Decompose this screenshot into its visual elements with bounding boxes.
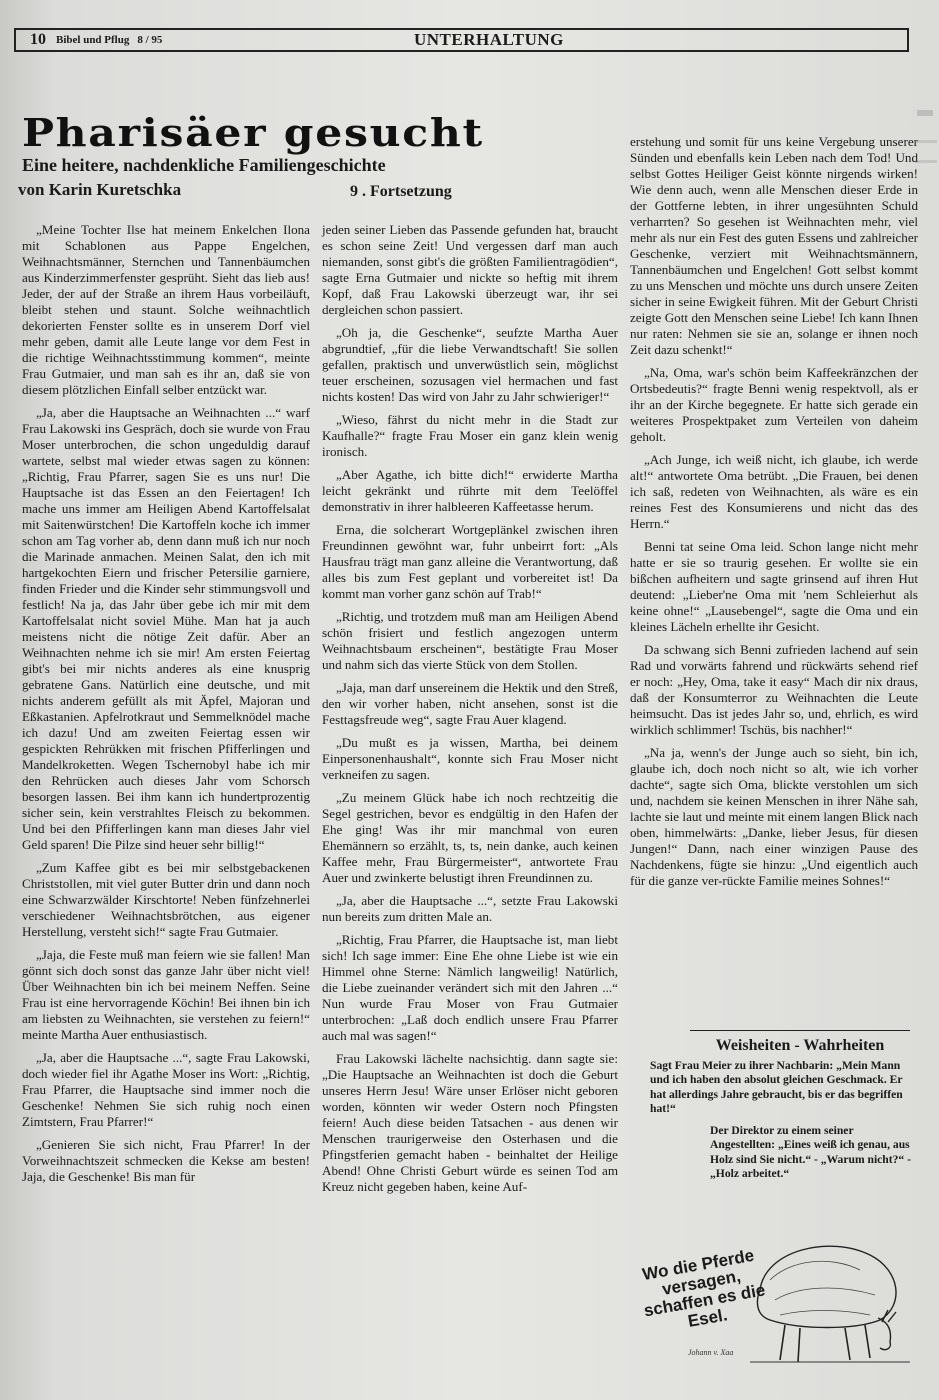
paragraph: erstehung und somit für uns keine Vergebung unserer Sünden und ebenfalls kein Leben nach dem Tod! Und selbst Gottes Heiliger Geist könnte nirgends wirken! Wie denn auch, wenn alle Menschen dieser Erde in der Gottferne lebten, in ihrer ungesühnten Schuld verharrten? So gesehen ist Weihnachten mehr, viel mehr als nur ein Fest des guten Essens und zahlreicher Geschenke, verziert mit Weihnachtsmännern, Tannenbäumchen und Engelchen! Gott selbst kommt zu uns Menschen und möchte uns durch unsere Zeiten sicher in seine Ewigkeit führen. Mit der Geburt Christi zeigte Gott den Menschen seine Liebe! Ich kann Ihnen nur raten: Nehmen sie sie an, solange er ihnen noch Zeit dazu schenkt!“ — [630, 134, 918, 357]
page-bleed-through — [911, 100, 939, 1300]
paragraph: „Richtig, und trotzdem muß man am Heiligen Abend schön frisiert und festlich angezogen unterm Weihnachtsbaum erscheinen“, bestätigte Frau Moser und nahm sich das vierte Stück von dem Stollen. — [322, 609, 618, 672]
article-author: von Karin Kuretschka — [18, 180, 182, 199]
paragraph: „Wieso, fährst du nicht mehr in die Stadt zur Kaufhalle?“ fragte Frau Moser ein ganz klein wenig ironisch. — [322, 412, 618, 459]
text-column-2 — [322, 222, 618, 1202]
article-title: Pharisäer gesucht — [22, 110, 484, 155]
text-column-3 — [630, 134, 918, 896]
paragraph: „Oh ja, die Geschenke“, seufzte Martha Auer abgrundtief, „für die liebe Verwandtschaft! Sie sollen gefallen, praktisch und unverwüstlich sein, möglichst teuer erscheinen, sozusagen viel hermachen und fast nichts kosten! Das wird von Jahr zu Jahr schwieriger!“ — [322, 325, 618, 404]
paragraph: „Ja, aber die Hauptsache ...“, setzte Frau Lakowski nun bereits zum dritten Male an. — [322, 893, 618, 924]
donkey-cartoon — [630, 1230, 920, 1370]
page-number: 10 — [30, 31, 46, 48]
paragraph: jeden seiner Lieben das Passende gefunden hat, braucht es schon seine Zeit! Und vergessen darf man auch niemanden, sonst gibt's die größten Familientragödien“, sagte Erna Gutmaier und nickte so heftig mit ihrem Kopf, daß Frau Lakowski überzeugt war, ihr sei dergleichen schon passiert. — [322, 222, 618, 317]
continuation-label: 9 . Fortsetzung — [350, 183, 452, 200]
paragraph: „Genieren Sie sich nicht, Frau Pfarrer! In der Vorweihnachtszeit schmecken die Kekse am besten! Jaja, die Geschenke! Bis man für — [22, 1137, 310, 1184]
cartoon-signature: Johann v. Xaa — [688, 1348, 734, 1357]
page-header — [14, 28, 909, 52]
article-subtitle: Eine heitere, nachdenkliche Familiengeschichte — [22, 155, 386, 175]
paragraph: „Ach Junge, ich weiß nicht, ich glaube, ich werde alt!“ antwortete Oma betrübt. „Die Frauen, bei denen ich saß, redeten von Weihnachten, als wäre es ein reines Fest des Konsumierens und nicht das des Herrn.“ — [630, 452, 918, 531]
text-column-1 — [22, 222, 310, 1192]
publication-name: Bibel und Pflug — [56, 34, 130, 46]
issue-number: 8 / 95 — [137, 34, 163, 46]
weisheiten-title: Weisheiten - Wahrheiten — [690, 1030, 910, 1055]
cartoon-caption: Wo die Pferde versagen, schaffen es die Esel. — [640, 1245, 767, 1331]
paragraph: „Zu meinem Glück habe ich noch rechtzeitig die Segel gestrichen, bevor es endgültig in den Hafen der Ehe ging! Was ihr mir manchmal von euren Ehemännern so erzählt, ts, ts, nein danke, auch keinen Kaffee mehr, Frau Bürgermeister“, antwortete Frau Auer und zwinkerte belustigt ihren Freundinnen zu. — [322, 790, 618, 885]
paragraph: „Na ja, wenn's der Junge auch so sieht, bin ich, glaube ich, doch noch nicht so alt, wie ich vorher dachte“, sagte sich Oma, blickte verstohlen um sich und, nachdem sie keinen Menschen in ihrer Nähe sah, lachte sie laut und meinte mit einem langen Blick nach oben, himmelwärts: „Danke, lieber Jesus, für diesen Jungen!“ Dann, nach einer winzigen Pause des Nachdenkens, fügte sie hinzu: „Und eigentlich auch für die ganze ver-rückte Familie meines Sohnes!“ — [630, 745, 918, 888]
paragraph: „Meine Tochter Ilse hat meinem Enkelchen Ilona mit Schablonen aus Pappe Engelchen, Weihnachtsmänner, Sternchen und Tannenbäumchen aus Kinderzimmerfenster gesprüht. Sieht das lieb aus! Jeder, der auf der Straße an ihrem Haus vorbeiläuft, bleibt stehen und staunt. Solche weihnachtlich dekorierten Fenster sollte es in unserem Dorf viel mehr geben, damit alle Leute lange vor dem Fest in die richtige Weihnachtsstimmung kommen“, meinte Frau Gutmaier, und man sah es ihr an, daß sie von diesem plötzlichen Einfall selber entzückt war. — [22, 222, 310, 397]
paragraph: „Ja, aber die Hauptsache ...“, sagte Frau Lakowski, doch wieder fiel ihr Agathe Moser ins Wort: „Richtig, Frau Pfarrer, die Hauptsache sind immer noch die Geschenke! Nehmen Sie sich ruhig noch einen Zimtstern, Frau Pfarrer!“ — [22, 1050, 310, 1129]
paragraph: „Jaja, man darf unsereinem die Hektik und den Streß, den wir vorher haben, nicht ansehen, sonst ist die Festtagsfreude weg“, sagte Frau Auer klagend. — [322, 680, 618, 727]
joke-2: Der Direktor zu einem seiner Angestellten: „Eines weiß ich genau, aus Holz sind Sie nicht.“ - „Warum nicht?“ - „Holz arbeitet.“ — [710, 1124, 911, 1181]
paragraph: „Ja, aber die Hauptsache an Weihnachten ...“ warf Frau Lakowski ins Gespräch, doch sie wurde von Frau Moser unterbrochen, die schon ungeduldig darauf wartete, selbst mal wieder etwas sagen zu können: „Richtig, Frau Pfarrer, sagen Sie es uns nur! Die Hauptsache ist das Essen an den Feiertagen! Ich mache uns immer am Heiligen Abend Kartoffelsalat mit Saitenwürstchen! Die Kartoffeln koche ich immer schon am Tag vorher ab, denn dann muß ich nur noch die Marinade anmachen. Meinen Salat, den ich mit hartgekochten Eiern und frischer Petersilie garniere, finden Frieder und die Kinder sehr stimmungsvoll und festlich! Na ja, das Jahr über gebe ich mir mit dem Kartoffelsalat nicht soviel Mühe. Man hat ja auch meistens nicht die nötige Zeit dafür. Aber an Weihnachten nehme ich sie mir! Am ersten Feiertag gibt's bei mir nichts anderes als eine knusprig gebratene Gans. Natürlich eine deutsche, und mit nichts anderem gefüllt als mit Äpfel, Majoran und Eßkastanien. Apfelrotkraut und Semmelknödel mache ich dazu! Und am zweiten Feiertag essen wir gespickten Rehrükken mit frischen Pfifferlingen und Mandelkroketten. Wegen Tschernobyl habe ich mir den Rehrücken auch dieses Jahr vom Schorsch besorgen lassen. Bei ihm kann ich hundertprozentig sicher sein, kein verstrahltes Fleisch zu bekommen. Und bei den Pfifferlingen kann man dieses Jahr viel Geld sparen! Die Pilze sind heuer sehr billig!“ — [22, 405, 310, 852]
paragraph: „Zum Kaffee gibt es bei mir selbstgebackenen Christstollen, mit viel guter Butter drin und dann noch eine Schwarzwälder Kirschtorte! Neben fünfzehnerlei verschiedener Weihnachtsbrötchen, aus eigener Herstellung, versteht sich!“ sagte Frau Gutmaier. — [22, 860, 310, 939]
paragraph: Benni tat seine Oma leid. Schon lange nicht mehr hatte er sie so traurig gesehen. Er wollte sie ein bißchen aufheitern und sagte grinsend auf ihren Hut deutend: „Lieber'ne Oma mit 'nem Schleierhut als keine ohne!“ „Lausebengel“, sagte die Oma und ein kleines Lächeln erhellte ihr Gesicht. — [630, 539, 918, 634]
paragraph: „Jaja, die Feste muß man feiern wie sie fallen! Man gönnt sich doch sonst das ganze Jahr über nicht viel! Über Weihnachten bin ich bei meinem Neffen. Seine Frau ist eine hervorragende Köchin! Bei ihnen bin ich am liebsten zu Weihnachten, sie verstehen zu feiern!“ meinte Martha Auer enthusiastisch. — [22, 947, 310, 1042]
paragraph: Da schwang sich Benni zufrieden lachend auf sein Rad und vorwärts fahrend und rückwärts sehend rief er noch: „Hey, Oma, take it easy“ Mach dir nix draus, daß der Konsumterror zu Weihnachten die Leute heimsucht. Das ist jedes Jahr so, und, ehrlich, es wird wirklich schlimmer! Tschüs, bis nachher!“ — [630, 642, 918, 737]
paragraph: Frau Lakowski lächelte nachsichtig. dann sagte sie: „Die Hauptsache an Weihnachten ist doch die Geburt unseres Herrn Jesu! Wäre unser Erlöser nicht geboren worden, könnten wir weder Ostern noch Pfingsten feiern! Auch diese beiden Tatsachen - aus denen wir Menschen traurigerweise den Osterhasen und die Pfingstferien gemacht haben - beinhaltet der Heilige Abend! Ohne Christi Geburt würde es seinen Tod am Kreuz nicht gegeben haben, keine Auf- — [322, 1051, 618, 1194]
paragraph: Erna, die solcherart Wortgeplänkel zwischen ihren Freundinnen gewöhnt war, fuhr unbeirrt fort: „Als Hausfrau trägt man ganz alleine die Verantwortung, daß alles bis zum Fest geplant und vorbereitet ist! Da kommt man vorher ganz schön auf Trab!“ — [322, 522, 618, 601]
section-title: UNTERHALTUNG — [414, 30, 564, 49]
paragraph: „Richtig, Frau Pfarrer, die Hauptsache ist, man liebt sich! Ich sage immer: Eine Ehe ohne Liebe ist wie ein Himmel ohne Sterne: Nämlich langweilig! Natürlich, die Liebe zueinander verändert sich mit den Jahren ...“ Nun wurde Frau Moser von Frau Gutmaier unterbrochen: „Laß doch endlich unsere Frau Pfarrer auch mal was sagen!“ — [322, 932, 618, 1043]
joke-1: Sagt Frau Meier zu ihrer Nachbarin: „Mein Mann und ich haben den absolut gleichen Geschmack. Er hat allerdings Jahre gebraucht, bis er das begriffen hat!“ — [650, 1059, 903, 1115]
paragraph: „Aber Agathe, ich bitte dich!“ erwiderte Martha leicht gekränkt und rührte mit dem Teelöffel demonstrativ in ihrer halbleeren Kaffeetasse herum. — [322, 467, 618, 514]
paragraph: „Du mußt es ja wissen, Martha, bei deinem Einpersonenhaushalt“, konnte sich Frau Moser nicht verkneifen zu sagen. — [322, 735, 618, 782]
paragraph: „Na, Oma, war's schön beim Kaffeekränzchen der Ortsbedeutis?“ fragte Benni wenig respektvoll, als er ihr an der Kirche begegnete. Er hatte sich gerade ein weiteres Prospektpaket zum Verteilen von daheim geholt. — [630, 365, 918, 444]
weisheiten-box — [630, 1030, 920, 1189]
